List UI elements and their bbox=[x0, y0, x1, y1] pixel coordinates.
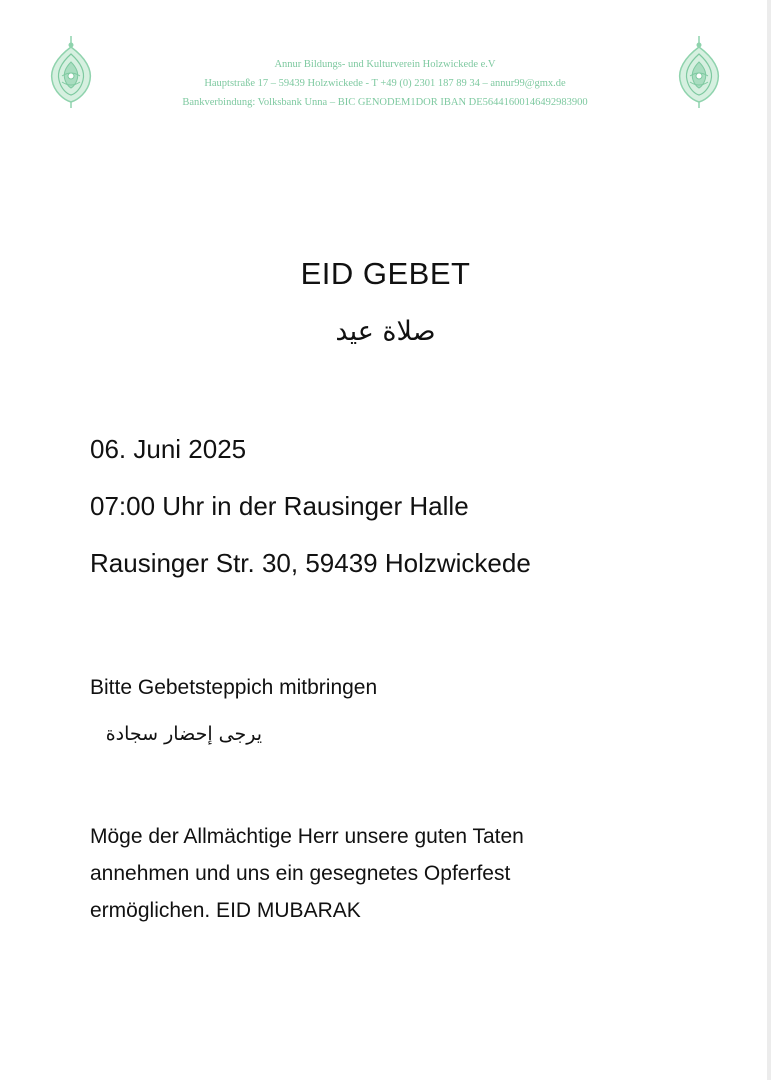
blessing-line-1: Möge der Allmächtige Herr unsere guten Taten bbox=[90, 825, 524, 848]
bank-line: Bankverbindung: Volksbank Unna – BIC GENODEM1DOR IBAN DE56441600146492983900 bbox=[182, 97, 588, 108]
blessing-line-2: annehmen und uns ein gesegnetes Opferfest bbox=[90, 862, 511, 885]
blessing-line-3: ermöglichen. EID MUBARAK bbox=[90, 899, 361, 922]
association-name: Annur Bildungs- und Kulturverein Holzwickede e.V bbox=[274, 59, 496, 70]
event-address: Rausinger Str. 30, 59439 Holzwickede bbox=[90, 548, 531, 578]
contact-line: Hauptstraße 17 – 59439 Holzwickede - T +49 (0) 2301 187 89 34 – annur99@gmx.de bbox=[204, 78, 566, 89]
event-date: 06. Juni 2025 bbox=[90, 434, 247, 464]
event-time-place: 07:00 Uhr in der Rausinger Halle bbox=[90, 491, 469, 521]
letterhead-text bbox=[120, 55, 650, 112]
prayer-rug-note-arabic: يرجى إحضار سجادة bbox=[105, 723, 262, 745]
prayer-rug-note: Bitte Gebetsteppich mitbringen bbox=[90, 676, 378, 699]
ornament-right-icon bbox=[676, 36, 722, 108]
page-title: EID GEBET bbox=[300, 256, 471, 291]
letterhead bbox=[0, 0, 771, 120]
blessing-text bbox=[90, 818, 650, 929]
page-edge bbox=[767, 0, 771, 1080]
ornament-left-icon bbox=[48, 36, 94, 108]
page-title-arabic: صلاة عيد bbox=[335, 316, 436, 347]
